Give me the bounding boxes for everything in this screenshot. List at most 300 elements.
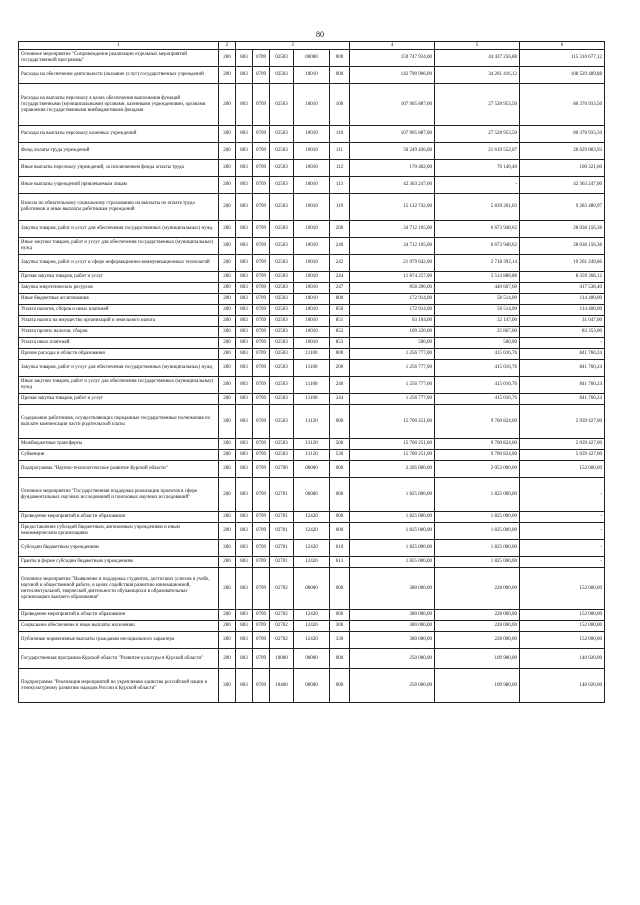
row-code-5: 10010 (294, 143, 330, 160)
row-code-6: 112 (330, 160, 350, 177)
row-code-6: 000 (330, 50, 350, 67)
row-code-6: 613 (330, 557, 350, 568)
row-code-6: 000 (330, 67, 350, 84)
row-code-3: 0709 (253, 439, 270, 450)
row-code-4: 02702 (270, 621, 294, 632)
row-code-1: 200 (219, 238, 236, 255)
row-code-1: 200 (219, 283, 236, 294)
row-code-1: 200 (219, 349, 236, 360)
row-code-4: 02503 (270, 349, 294, 360)
row-code-1: 200 (219, 405, 236, 439)
row-code-2: 803 (236, 160, 253, 177)
table-row (19, 272, 605, 283)
row-code-5: 10010 (294, 272, 330, 283)
table-row (19, 238, 605, 255)
row-value-remaining: 5 939 427,00 (520, 405, 605, 439)
row-code-4: 02503 (270, 450, 294, 461)
row-name: Проведение мероприятий в области образования (19, 512, 219, 523)
row-name: Иные бюджетные ассигнования (19, 294, 219, 305)
row-value-executed: 440 667,60 (435, 283, 520, 294)
table-row (19, 67, 605, 84)
row-code-2: 803 (236, 143, 253, 160)
row-code-2: 803 (236, 255, 253, 272)
row-code-3: 0709 (253, 283, 270, 294)
row-code-3: 0709 (253, 126, 270, 143)
row-code-1: 200 (219, 305, 236, 316)
row-value-approved: 15 700 251,00 (350, 450, 435, 461)
row-code-5: 13120 (294, 439, 330, 450)
table-row (19, 126, 605, 143)
row-code-6: 300 (330, 621, 350, 632)
row-name: Уплата прочих налогов, сборов (19, 327, 219, 338)
row-value-remaining: - (520, 557, 605, 568)
table-row (19, 143, 605, 160)
row-code-6: 852 (330, 327, 350, 338)
row-code-6: 200 (330, 221, 350, 238)
row-code-4: 02503 (270, 238, 294, 255)
row-code-4: 02701 (270, 540, 294, 557)
table-row (19, 394, 605, 405)
row-value-executed: 228 000,00 (435, 568, 520, 610)
table-row (19, 540, 605, 557)
row-value-executed: 228 000,00 (435, 621, 520, 632)
row-value-executed: 27 528 953,50 (435, 126, 520, 143)
row-code-6: 244 (330, 394, 350, 405)
row-value-executed: 3 514 888,88 (435, 272, 520, 283)
row-code-6: 851 (330, 316, 350, 327)
row-code-4: 02701 (270, 478, 294, 512)
row-name: Прочая закупка товаров, работ и услуг (19, 272, 219, 283)
row-code-5: 00000 (294, 649, 330, 669)
row-code-5: 10010 (294, 294, 330, 305)
table-row (19, 194, 605, 221)
row-code-4: 02701 (270, 557, 294, 568)
table-row (19, 450, 605, 461)
row-code-5: 10010 (294, 327, 330, 338)
row-value-approved: 1 825 000,00 (350, 523, 435, 540)
row-code-3: 0709 (253, 512, 270, 523)
row-code-1: 200 (219, 221, 236, 238)
row-name: Расходы на обеспечение деятельности (оказание услуг) государственных учреждений (19, 67, 219, 84)
table-header-row (19, 42, 605, 50)
budget-execution-table (18, 41, 605, 703)
row-code-5: 11100 (294, 349, 330, 360)
row-code-1: 200 (219, 377, 236, 394)
row-code-3: 0709 (253, 50, 270, 67)
table-row (19, 461, 605, 478)
row-value-executed: 44 437 256,88 (435, 50, 520, 67)
row-code-6: 000 (330, 669, 350, 703)
row-code-4: 02503 (270, 283, 294, 294)
row-code-3: 0709 (253, 67, 270, 84)
table-row (19, 649, 605, 669)
row-code-2: 803 (236, 316, 253, 327)
row-value-approved: 11 874 257,00 (350, 272, 435, 283)
row-value-executed: 34 261 416,12 (435, 67, 520, 84)
row-code-2: 803 (236, 394, 253, 405)
row-value-executed: 415 016,76 (435, 377, 520, 394)
row-name: Закупка товаров, работ и услуг в сфере информационно-коммуникационных технологий (19, 255, 219, 272)
row-code-1: 200 (219, 632, 236, 649)
row-value-approved: 170 462,00 (350, 160, 435, 177)
row-code-6: 000 (330, 461, 350, 478)
row-code-4: 02503 (270, 84, 294, 126)
row-code-5: 10010 (294, 238, 330, 255)
table-row (19, 255, 605, 272)
row-code-5: 12420 (294, 610, 330, 621)
table-row (19, 160, 605, 177)
row-code-5: 10010 (294, 305, 330, 316)
table-row (19, 669, 605, 703)
row-code-6: 330 (330, 632, 350, 649)
row-code-5: 10010 (294, 160, 330, 177)
row-code-5: 10010 (294, 338, 330, 349)
row-code-6: 500 (330, 439, 350, 450)
row-code-1: 200 (219, 540, 236, 557)
row-code-3: 0709 (253, 360, 270, 377)
row-name: Расходы на выплаты персоналу казенных учреждений (19, 126, 219, 143)
row-code-1: 200 (219, 568, 236, 610)
row-code-4: 02503 (270, 160, 294, 177)
row-code-1: 200 (219, 478, 236, 512)
row-value-executed: 5 839 261,03 (435, 194, 520, 221)
row-name: Субвенции (19, 450, 219, 461)
row-code-5: 12420 (294, 540, 330, 557)
row-code-4: 02503 (270, 143, 294, 160)
row-name: Расходы на выплаты персоналу в целях обеспечения выполнения функций государственными (муниципальными) органами, казенными учреждениями, органами управления государственными внебюджетными фондами (19, 84, 219, 126)
row-code-4: 02702 (270, 632, 294, 649)
row-value-approved: 1 825 000,00 (350, 512, 435, 523)
row-code-3: 0709 (253, 377, 270, 394)
row-code-3: 0709 (253, 610, 270, 621)
row-value-executed: 228 000,00 (435, 610, 520, 621)
row-code-1: 200 (219, 512, 236, 523)
row-code-3: 0709 (253, 305, 270, 316)
row-code-4: 02503 (270, 405, 294, 439)
table-row (19, 84, 605, 126)
row-code-2: 803 (236, 557, 253, 568)
row-code-4: 02503 (270, 327, 294, 338)
row-code-1: 200 (219, 439, 236, 450)
row-value-approved: 380 000,00 (350, 610, 435, 621)
row-code-2: 803 (236, 649, 253, 669)
table-row (19, 478, 605, 512)
row-value-approved: 109 220,00 (350, 327, 435, 338)
row-value-remaining: 9 283 480,97 (520, 194, 605, 221)
row-value-remaining: 28 629 883,93 (520, 143, 605, 160)
row-code-5: 00000 (294, 461, 330, 478)
row-value-approved: 107 905 887,00 (350, 84, 435, 126)
row-code-5: 10010 (294, 283, 330, 294)
row-code-1: 200 (219, 621, 236, 632)
row-code-2: 803 (236, 349, 253, 360)
row-code-2: 803 (236, 360, 253, 377)
row-code-2: 803 (236, 450, 253, 461)
row-name: Фонд оплаты труда учреждений (19, 143, 219, 160)
row-code-4: 02503 (270, 305, 294, 316)
row-code-4: 02503 (270, 177, 294, 194)
row-value-executed: 415 016,76 (435, 394, 520, 405)
row-code-5: 13120 (294, 450, 330, 461)
row-code-4: 02700 (270, 461, 294, 478)
row-value-executed: 2 718 392,14 (435, 255, 520, 272)
row-value-remaining: 100 321,60 (520, 160, 605, 177)
row-code-5: 12420 (294, 512, 330, 523)
row-code-3: 0709 (253, 316, 270, 327)
table-row (19, 610, 605, 621)
table-row (19, 327, 605, 338)
table-row (19, 377, 605, 394)
row-value-remaining: 152 000,00 (520, 610, 605, 621)
row-code-4: 02702 (270, 568, 294, 610)
row-code-6: 240 (330, 377, 350, 394)
row-value-approved: 380 000,00 (350, 568, 435, 610)
row-code-2: 803 (236, 338, 253, 349)
row-value-approved: 1 256 777,00 (350, 377, 435, 394)
row-code-3: 0709 (253, 294, 270, 305)
row-name: Закупка товаров, работ и услуг для обеспечения государственных (муниципальных) нужд (19, 221, 219, 238)
row-code-6: 530 (330, 450, 350, 461)
table-row (19, 177, 605, 194)
row-code-4: 02503 (270, 394, 294, 405)
row-name: Уплата налогов, сборов и иных платежей (19, 305, 219, 316)
row-code-2: 803 (236, 512, 253, 523)
row-code-3: 0709 (253, 143, 270, 160)
row-value-approved: 142 790 906,00 (350, 67, 435, 84)
row-value-executed: 27 528 953,50 (435, 84, 520, 126)
row-code-1: 200 (219, 461, 236, 478)
row-code-1: 200 (219, 338, 236, 349)
row-value-executed: 9 760 824,00 (435, 439, 520, 450)
row-value-approved: 1 256 777,00 (350, 394, 435, 405)
row-code-5: 11100 (294, 360, 330, 377)
row-code-6: 119 (330, 194, 350, 221)
row-code-6: 000 (330, 405, 350, 439)
row-value-remaining: 152 000,00 (520, 461, 605, 478)
row-code-1: 200 (219, 316, 236, 327)
table-row (19, 360, 605, 377)
table-row (19, 294, 605, 305)
row-value-executed: 109 980,00 (435, 649, 520, 669)
row-value-approved: 50 249 436,00 (350, 143, 435, 160)
row-value-remaining: 841 760,24 (520, 377, 605, 394)
row-value-approved: 250 000,00 (350, 669, 435, 703)
row-value-remaining: 152 000,00 (520, 632, 605, 649)
row-code-3: 0709 (253, 238, 270, 255)
row-value-approved: 63 194,00 (350, 316, 435, 327)
row-value-approved: 858 206,00 (350, 283, 435, 294)
row-value-remaining: - (520, 338, 605, 349)
row-code-4: 02503 (270, 67, 294, 84)
row-code-5: 12420 (294, 523, 330, 540)
row-code-5: 10010 (294, 67, 330, 84)
row-code-1: 200 (219, 394, 236, 405)
row-code-1: 200 (219, 126, 236, 143)
row-code-2: 803 (236, 294, 253, 305)
row-code-4: 02503 (270, 338, 294, 349)
row-code-3: 0709 (253, 649, 270, 669)
row-code-2: 803 (236, 377, 253, 394)
row-code-5: 12420 (294, 557, 330, 568)
row-value-approved: 1 256 777,00 (350, 360, 435, 377)
row-code-3: 0709 (253, 255, 270, 272)
row-value-executed: 9 760 824,00 (435, 450, 520, 461)
table-row (19, 349, 605, 360)
row-code-6: 000 (330, 610, 350, 621)
header-col-2: 2 (219, 42, 236, 50)
row-value-remaining: 417 538,40 (520, 283, 605, 294)
row-code-3: 0709 (253, 272, 270, 283)
table-row (19, 305, 605, 316)
row-name: Социальное обеспечение и иные выплаты населению (19, 621, 219, 632)
row-code-4: 02503 (270, 255, 294, 272)
row-code-4: 02503 (270, 221, 294, 238)
row-code-1: 200 (219, 360, 236, 377)
row-code-5: 10010 (294, 255, 330, 272)
row-value-approved: 107 905 887,00 (350, 126, 435, 143)
row-code-2: 803 (236, 610, 253, 621)
row-name: Основное мероприятие "Выявление и поддержка студентов, достигших успехов в учебе, научной и общественной работе, в целях содействия развитию инновационной, интеллектуальной, творческой деятельности обучающихся в образовательных организациях высшего образования" (19, 568, 219, 610)
row-code-2: 803 (236, 177, 253, 194)
row-value-remaining: 5 939 427,00 (520, 450, 605, 461)
row-code-2: 803 (236, 405, 253, 439)
row-value-remaining: 83 353,00 (520, 327, 605, 338)
row-code-2: 803 (236, 540, 253, 557)
row-code-3: 0709 (253, 632, 270, 649)
table-row (19, 338, 605, 349)
row-value-executed: 415 016,76 (435, 360, 520, 377)
row-code-5: 00000 (294, 478, 330, 512)
table-row (19, 316, 605, 327)
row-code-3: 0709 (253, 327, 270, 338)
row-value-remaining: 841 760,24 (520, 349, 605, 360)
row-code-4: 02702 (270, 610, 294, 621)
row-code-6: 110 (330, 126, 350, 143)
row-code-6: 000 (330, 478, 350, 512)
row-code-3: 0709 (253, 84, 270, 126)
row-name: Прочие расходы в области образования (19, 349, 219, 360)
row-value-approved: 1 256 777,00 (350, 349, 435, 360)
row-name: Подпрограмма "Реализация мероприятий по укреплению единства российской нации и этнокультурному развитию народов России в Курской области" (19, 669, 219, 703)
row-code-3: 0709 (253, 557, 270, 568)
row-code-4: 02503 (270, 272, 294, 283)
row-value-approved: 380 000,00 (350, 632, 435, 649)
row-code-2: 803 (236, 50, 253, 67)
row-value-executed: 6 673 948,62 (435, 238, 520, 255)
table-row (19, 568, 605, 610)
row-code-5: 10010 (294, 126, 330, 143)
row-code-2: 803 (236, 84, 253, 126)
row-code-4: 02503 (270, 294, 294, 305)
row-code-1: 200 (219, 84, 236, 126)
row-name: Подпрограмма "Научно-технологическое развитие Курской области" (19, 461, 219, 478)
row-code-4: 02503 (270, 439, 294, 450)
row-value-remaining: 5 939 427,00 (520, 439, 605, 450)
row-value-executed: 109 980,00 (435, 669, 520, 703)
row-code-2: 803 (236, 283, 253, 294)
table-row (19, 523, 605, 540)
table-row (19, 50, 605, 67)
row-code-1: 200 (219, 294, 236, 305)
header-col-3: 3 (236, 42, 350, 50)
row-code-6: 240 (330, 238, 350, 255)
row-name: Основное мероприятие "Государственная поддержка реализации проектов в сфере фундаментальных научных исследований и поисковых научных исследований" (19, 478, 219, 512)
row-code-6: 853 (330, 338, 350, 349)
row-code-5: 12420 (294, 621, 330, 632)
row-code-1: 200 (219, 143, 236, 160)
row-value-executed: 1 825 000,00 (435, 540, 520, 557)
row-code-5: 13120 (294, 405, 330, 439)
table-row (19, 557, 605, 568)
table-row (19, 221, 605, 238)
row-value-remaining: - (520, 523, 605, 540)
row-value-executed: 25 867,00 (435, 327, 520, 338)
row-code-3: 0709 (253, 338, 270, 349)
row-name: Уплата иных платежей (19, 338, 219, 349)
row-value-remaining: 80 376 933,50 (520, 126, 605, 143)
row-code-1: 200 (219, 177, 236, 194)
row-name: Предоставление субсидий бюджетным, автономным учреждениям и иным некоммерческим организациям (19, 523, 219, 540)
row-code-4: 02701 (270, 512, 294, 523)
row-name: Публичные нормативные выплаты гражданам несоциального характера (19, 632, 219, 649)
row-value-remaining: 28 038 156,38 (520, 238, 605, 255)
row-value-approved: 159 747 934,00 (350, 50, 435, 67)
row-code-3: 0709 (253, 540, 270, 557)
row-code-4: 02503 (270, 50, 294, 67)
row-name: Иные закупки товаров, работ и услуг для обеспечения государственных (муниципальных) нужд (19, 238, 219, 255)
row-code-1: 200 (219, 327, 236, 338)
row-code-1: 200 (219, 669, 236, 703)
row-code-2: 803 (236, 126, 253, 143)
row-name: Закупка товаров, работ и услуг для обеспечения государственных (муниципальных) нужд (19, 360, 219, 377)
row-code-6: 000 (330, 349, 350, 360)
row-code-5: 12420 (294, 632, 330, 649)
row-code-3: 0709 (253, 405, 270, 439)
row-value-executed: 9 760 824,00 (435, 405, 520, 439)
row-code-2: 803 (236, 523, 253, 540)
row-code-2: 803 (236, 439, 253, 450)
row-code-3: 0709 (253, 450, 270, 461)
row-value-remaining: 114 400,00 (520, 305, 605, 316)
table-row (19, 512, 605, 523)
row-value-executed: 21 619 552,07 (435, 143, 520, 160)
row-code-6: 000 (330, 649, 350, 669)
row-value-approved: 250 000,00 (350, 649, 435, 669)
row-value-remaining: 841 760,24 (520, 394, 605, 405)
row-code-4: 10000 (270, 649, 294, 669)
row-value-approved: 15 700 251,00 (350, 405, 435, 439)
row-code-4: 02503 (270, 360, 294, 377)
row-value-remaining: 42 363 247,00 (520, 177, 605, 194)
row-code-2: 803 (236, 305, 253, 316)
table-row (19, 439, 605, 450)
row-code-2: 803 (236, 632, 253, 649)
row-code-6: 600 (330, 523, 350, 540)
row-value-remaining: 80 376 933,50 (520, 84, 605, 126)
row-code-1: 200 (219, 50, 236, 67)
row-code-3: 0709 (253, 394, 270, 405)
page-number: 80 (316, 30, 324, 39)
row-code-5: 10010 (294, 177, 330, 194)
row-value-remaining: - (520, 540, 605, 557)
row-code-5: 10010 (294, 316, 330, 327)
row-name: Содержание работников, осуществляющих переданные государственные полномочия по выплате компенсации части родительской платы (19, 405, 219, 439)
row-value-approved: 15 122 742,00 (350, 194, 435, 221)
row-code-5: 00000 (294, 50, 330, 67)
row-code-2: 803 (236, 621, 253, 632)
row-code-5: 11100 (294, 394, 330, 405)
row-code-4: 02503 (270, 194, 294, 221)
